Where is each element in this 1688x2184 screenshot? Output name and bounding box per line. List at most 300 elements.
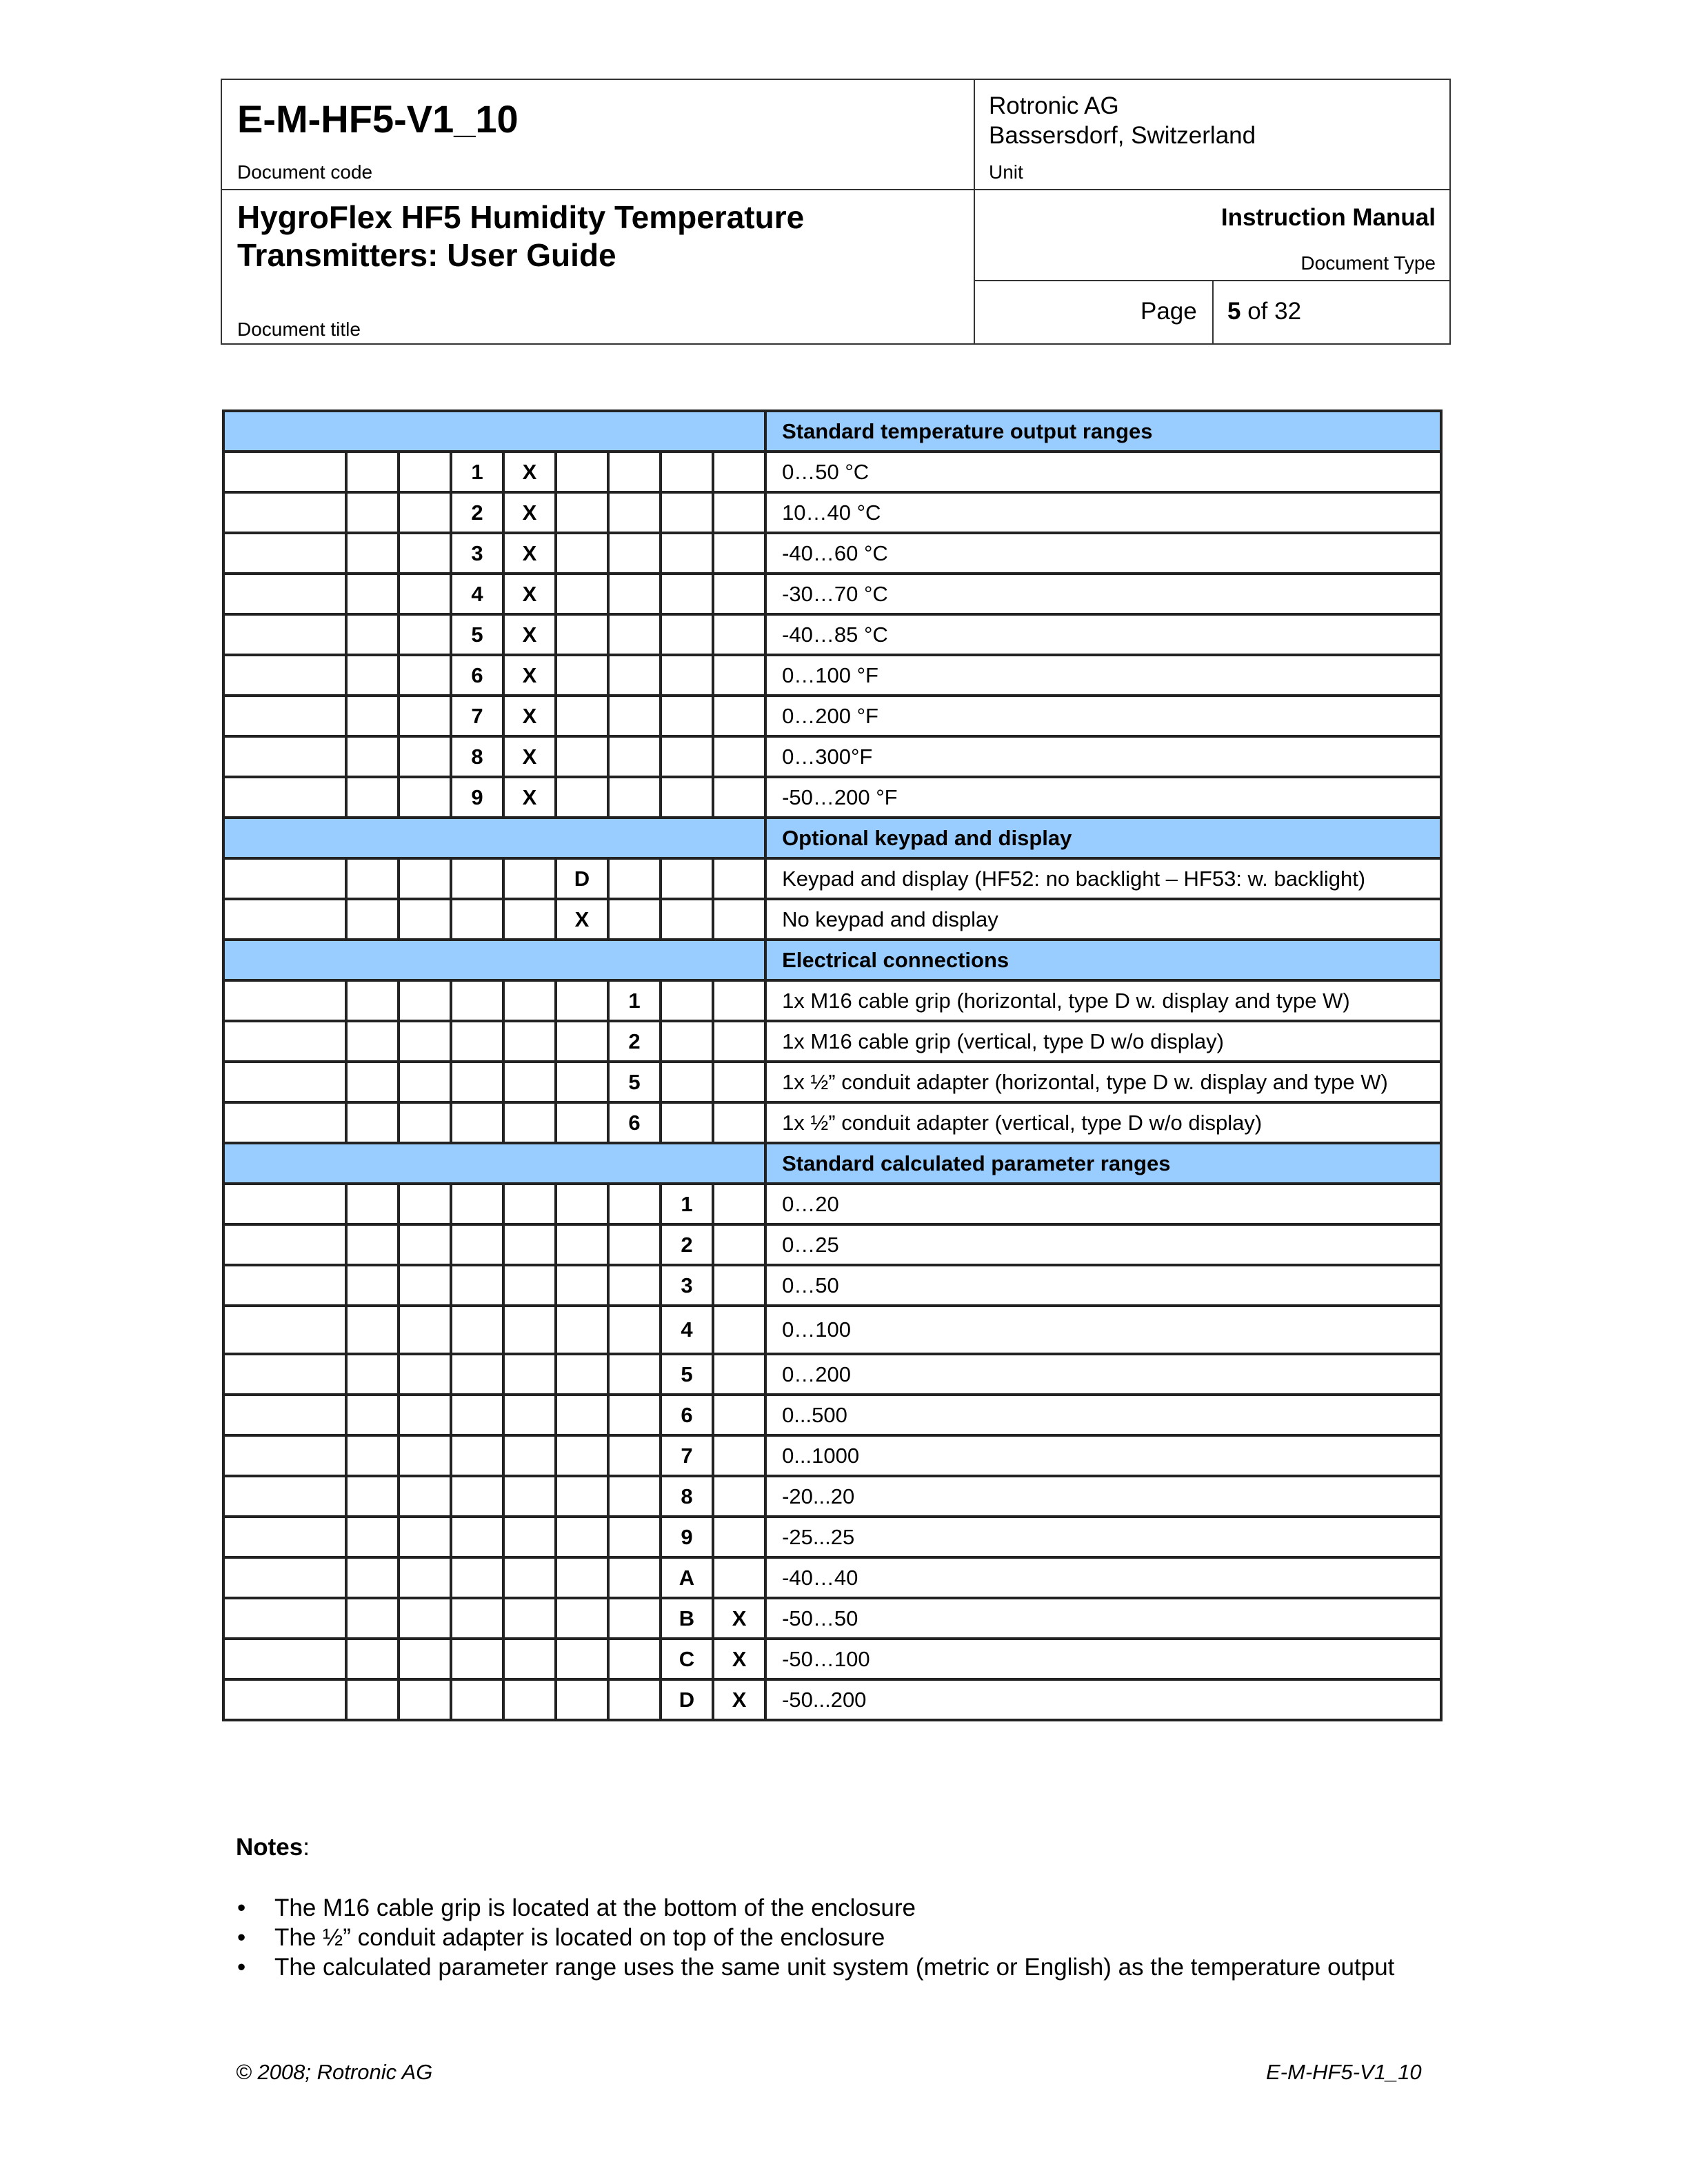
code-cell — [346, 1639, 399, 1679]
notes-heading-text: Notes — [236, 1834, 303, 1861]
code-cell — [608, 1476, 661, 1517]
code-cell — [346, 1557, 399, 1598]
notes-heading — [236, 1834, 310, 1861]
code-cell — [399, 1395, 451, 1435]
table-row — [223, 614, 1441, 655]
code-cell — [608, 533, 661, 574]
code-cell — [399, 1265, 451, 1306]
table-row — [223, 533, 1441, 574]
code-cell — [451, 899, 503, 940]
option-description: -30…70 °C — [765, 574, 1441, 614]
table-row — [223, 1679, 1441, 1720]
section-header-blank — [223, 818, 765, 858]
code-cell — [399, 1184, 451, 1224]
table-row — [223, 980, 1441, 1021]
code-cell — [608, 1306, 661, 1354]
option-description: -50…100 — [765, 1639, 1441, 1679]
code-cell — [556, 1476, 608, 1517]
code-cell — [399, 1354, 451, 1395]
code-cell — [223, 1598, 346, 1639]
page-label: Page — [1141, 298, 1197, 325]
code-cell: D — [661, 1679, 713, 1720]
code-cell — [608, 1557, 661, 1598]
document-title-line: Transmitters: User Guide — [237, 237, 616, 273]
order-code-table — [222, 410, 1443, 1721]
code-cell — [346, 1102, 399, 1143]
code-cell — [661, 899, 713, 940]
code-cell — [346, 1517, 399, 1557]
code-cell — [661, 655, 713, 696]
code-cell — [346, 858, 399, 899]
code-cell: X — [503, 492, 556, 533]
code-cell — [346, 1265, 399, 1306]
code-cell — [713, 858, 765, 899]
table-row — [223, 655, 1441, 696]
code-cell — [503, 1557, 556, 1598]
code-cell — [608, 1679, 661, 1720]
code-cell — [346, 1021, 399, 1062]
code-cell — [399, 1021, 451, 1062]
code-cell — [556, 696, 608, 736]
code-cell — [608, 1224, 661, 1265]
table-row — [223, 1021, 1441, 1062]
code-cell: X — [503, 452, 556, 492]
code-cell — [556, 1679, 608, 1720]
code-cell — [451, 1021, 503, 1062]
code-cell — [556, 1224, 608, 1265]
code-cell: 6 — [661, 1395, 713, 1435]
note-item: • The M16 cable grip is located at the bottom of the enclosure — [236, 1893, 1394, 1923]
code-cell — [556, 1557, 608, 1598]
code-cell: X — [503, 655, 556, 696]
code-cell — [608, 777, 661, 818]
option-description: -20...20 — [765, 1476, 1441, 1517]
code-cell: X — [713, 1679, 765, 1720]
code-cell — [608, 1598, 661, 1639]
code-cell — [661, 696, 713, 736]
code-cell — [451, 1639, 503, 1679]
code-cell — [503, 858, 556, 899]
code-cell — [346, 1354, 399, 1395]
code-cell: A — [661, 1557, 713, 1598]
option-description: -50…200 °F — [765, 777, 1441, 818]
company-name: Rotronic AG — [989, 92, 1119, 119]
code-cell — [713, 492, 765, 533]
code-cell — [451, 1224, 503, 1265]
table-row — [223, 1435, 1441, 1476]
code-cell: D — [556, 858, 608, 899]
code-cell — [346, 452, 399, 492]
code-cell — [556, 574, 608, 614]
option-description: 1x M16 cable grip (horizontal, type D w. display and type W) — [765, 980, 1441, 1021]
code-cell — [503, 980, 556, 1021]
code-cell — [503, 1265, 556, 1306]
code-cell — [713, 574, 765, 614]
code-cell — [713, 1354, 765, 1395]
code-cell — [346, 899, 399, 940]
code-cell — [503, 1395, 556, 1435]
code-cell — [556, 1639, 608, 1679]
code-cell — [346, 533, 399, 574]
code-cell — [556, 1395, 608, 1435]
code-cell: 3 — [451, 533, 503, 574]
code-cell — [451, 1435, 503, 1476]
code-cell — [661, 614, 713, 655]
option-description: 0…50 °C — [765, 452, 1441, 492]
code-cell — [713, 1184, 765, 1224]
code-cell — [451, 980, 503, 1021]
table-row — [223, 1354, 1441, 1395]
code-cell — [399, 1306, 451, 1354]
code-cell: 8 — [661, 1476, 713, 1517]
code-cell — [503, 1517, 556, 1557]
code-cell — [223, 1354, 346, 1395]
code-cell — [399, 533, 451, 574]
code-cell: B — [661, 1598, 713, 1639]
code-cell — [346, 980, 399, 1021]
code-cell — [503, 1306, 556, 1354]
code-cell — [399, 736, 451, 777]
code-cell — [399, 1557, 451, 1598]
code-cell — [399, 1679, 451, 1720]
code-cell — [399, 492, 451, 533]
table-row — [223, 858, 1441, 899]
code-cell — [661, 980, 713, 1021]
option-description: -40…85 °C — [765, 614, 1441, 655]
code-cell — [556, 1021, 608, 1062]
code-cell — [223, 1265, 346, 1306]
code-cell — [556, 980, 608, 1021]
document-title-label: Document title — [237, 318, 361, 340]
document-type: Instruction Manual — [1220, 204, 1436, 231]
table-row — [223, 1306, 1441, 1354]
code-cell — [399, 899, 451, 940]
document-header — [221, 79, 1451, 345]
code-cell — [399, 452, 451, 492]
code-cell — [451, 1395, 503, 1435]
code-cell — [661, 452, 713, 492]
option-description: 0…300°F — [765, 736, 1441, 777]
code-cell — [223, 1224, 346, 1265]
code-cell — [451, 1557, 503, 1598]
code-cell: 4 — [451, 574, 503, 614]
code-cell — [503, 1062, 556, 1102]
code-cell — [503, 899, 556, 940]
code-cell — [503, 1184, 556, 1224]
code-cell — [223, 1517, 346, 1557]
table-row — [223, 1517, 1441, 1557]
code-cell — [713, 1476, 765, 1517]
code-cell — [223, 696, 346, 736]
code-cell — [661, 533, 713, 574]
table-row — [223, 1639, 1441, 1679]
code-cell — [556, 1435, 608, 1476]
code-cell — [346, 1306, 399, 1354]
code-cell: X — [503, 696, 556, 736]
code-cell — [223, 1395, 346, 1435]
code-cell: 5 — [451, 614, 503, 655]
code-cell — [346, 492, 399, 533]
code-cell — [399, 1224, 451, 1265]
code-cell — [608, 736, 661, 777]
code-cell — [608, 1639, 661, 1679]
section-heading: Electrical connections — [765, 940, 1441, 980]
code-cell — [399, 980, 451, 1021]
code-cell — [661, 777, 713, 818]
code-cell — [451, 1102, 503, 1143]
code-cell — [399, 777, 451, 818]
code-cell — [713, 899, 765, 940]
section-header-row — [223, 940, 1441, 980]
code-cell — [608, 655, 661, 696]
notes-heading-suffix: : — [303, 1834, 310, 1861]
table-row — [223, 736, 1441, 777]
code-cell — [346, 1062, 399, 1102]
code-cell — [608, 1184, 661, 1224]
code-cell — [503, 1639, 556, 1679]
code-cell — [556, 1062, 608, 1102]
table-row — [223, 1184, 1441, 1224]
code-cell — [608, 1435, 661, 1476]
code-cell — [399, 1517, 451, 1557]
table-row — [223, 1395, 1441, 1435]
code-cell — [713, 1021, 765, 1062]
code-cell: C — [661, 1639, 713, 1679]
code-cell — [346, 614, 399, 655]
code-cell — [713, 1435, 765, 1476]
option-description: 0…100 — [765, 1306, 1441, 1354]
code-cell: X — [713, 1598, 765, 1639]
code-cell — [713, 1062, 765, 1102]
code-cell: X — [503, 574, 556, 614]
code-cell — [451, 1598, 503, 1639]
option-description: 10…40 °C — [765, 492, 1441, 533]
code-cell — [346, 1476, 399, 1517]
code-cell — [451, 1184, 503, 1224]
code-cell — [223, 614, 346, 655]
code-cell — [223, 1062, 346, 1102]
code-cell — [503, 1224, 556, 1265]
table-row — [223, 1062, 1441, 1102]
code-cell: 7 — [661, 1435, 713, 1476]
code-cell — [608, 696, 661, 736]
table-row — [223, 1224, 1441, 1265]
code-cell — [661, 858, 713, 899]
code-cell — [223, 492, 346, 533]
option-description: -40…40 — [765, 1557, 1441, 1598]
code-cell: 4 — [661, 1306, 713, 1354]
code-cell — [346, 1395, 399, 1435]
section-header-row — [223, 1143, 1441, 1184]
option-description: -50...200 — [765, 1679, 1441, 1720]
code-cell — [223, 655, 346, 696]
code-cell — [608, 858, 661, 899]
code-cell: 8 — [451, 736, 503, 777]
code-cell — [661, 1021, 713, 1062]
option-description: 0...500 — [765, 1395, 1441, 1435]
code-cell: 3 — [661, 1265, 713, 1306]
code-cell — [503, 1435, 556, 1476]
code-cell — [399, 1639, 451, 1679]
code-cell — [556, 452, 608, 492]
code-cell — [223, 1184, 346, 1224]
code-cell — [399, 1102, 451, 1143]
code-cell — [399, 1435, 451, 1476]
code-cell — [713, 980, 765, 1021]
code-cell — [661, 492, 713, 533]
code-cell — [346, 736, 399, 777]
code-cell: X — [503, 533, 556, 574]
section-header-row — [223, 818, 1441, 858]
option-description: 0…100 °F — [765, 655, 1441, 696]
option-description: Keypad and display (HF52: no backlight – HF53: w. backlight) — [765, 858, 1441, 899]
company-block — [989, 91, 1256, 150]
code-cell — [556, 1306, 608, 1354]
page-current: 5 — [1227, 298, 1241, 325]
code-cell — [223, 1639, 346, 1679]
code-cell — [223, 574, 346, 614]
code-cell — [608, 574, 661, 614]
code-cell — [223, 1021, 346, 1062]
code-cell — [713, 736, 765, 777]
code-cell: 9 — [661, 1517, 713, 1557]
code-cell — [713, 1306, 765, 1354]
code-cell — [223, 858, 346, 899]
code-cell — [399, 1476, 451, 1517]
code-cell — [399, 655, 451, 696]
code-cell — [713, 696, 765, 736]
code-cell: 2 — [608, 1021, 661, 1062]
code-cell — [346, 1224, 399, 1265]
table-row — [223, 1102, 1441, 1143]
table-row — [223, 777, 1441, 818]
table-row — [223, 1598, 1441, 1639]
code-cell: 6 — [451, 655, 503, 696]
code-cell — [346, 696, 399, 736]
option-description: 1x M16 cable grip (vertical, type D w/o display) — [765, 1021, 1441, 1062]
code-cell: 1 — [451, 452, 503, 492]
page-number — [1227, 298, 1301, 325]
code-cell: X — [503, 614, 556, 655]
option-description: -25...25 — [765, 1517, 1441, 1557]
note-item: • The calculated parameter range uses the same unit system (metric or English) as the temperature output — [236, 1952, 1394, 1982]
option-description: -40…60 °C — [765, 533, 1441, 574]
code-cell — [223, 736, 346, 777]
code-cell — [608, 1265, 661, 1306]
header-divider — [974, 80, 975, 343]
code-cell — [608, 452, 661, 492]
code-cell — [503, 1021, 556, 1062]
header-divider — [222, 189, 1449, 190]
code-cell — [223, 777, 346, 818]
code-cell — [346, 574, 399, 614]
code-cell — [451, 1306, 503, 1354]
document-code-label: Document code — [237, 161, 373, 183]
code-cell — [346, 1435, 399, 1476]
code-cell: X — [503, 736, 556, 777]
code-cell — [713, 777, 765, 818]
code-cell — [608, 614, 661, 655]
code-cell — [399, 696, 451, 736]
table-row — [223, 452, 1441, 492]
code-cell — [556, 614, 608, 655]
code-cell: 2 — [661, 1224, 713, 1265]
table-row — [223, 1476, 1441, 1517]
code-cell — [223, 1306, 346, 1354]
table-row — [223, 899, 1441, 940]
option-description: 0…200 — [765, 1354, 1441, 1395]
code-cell — [223, 1557, 346, 1598]
section-header-blank — [223, 1143, 765, 1184]
code-cell — [399, 1598, 451, 1639]
code-cell — [399, 1062, 451, 1102]
code-cell — [713, 533, 765, 574]
code-cell: X — [503, 777, 556, 818]
code-cell — [556, 1354, 608, 1395]
code-cell — [346, 777, 399, 818]
document-title — [237, 199, 927, 274]
page-total: of 32 — [1247, 298, 1302, 325]
document-title-line: HygroFlex HF5 Humidity Temperature — [237, 199, 805, 235]
code-cell: 1 — [608, 980, 661, 1021]
code-cell — [346, 1184, 399, 1224]
code-cell — [346, 655, 399, 696]
code-cell — [713, 1395, 765, 1435]
code-cell — [661, 574, 713, 614]
code-cell — [556, 655, 608, 696]
code-cell: 7 — [451, 696, 503, 736]
code-cell: 1 — [661, 1184, 713, 1224]
code-cell — [713, 1517, 765, 1557]
code-cell — [223, 452, 346, 492]
code-cell — [223, 533, 346, 574]
code-cell — [399, 614, 451, 655]
code-cell — [503, 1354, 556, 1395]
code-cell — [223, 1476, 346, 1517]
code-cell — [399, 858, 451, 899]
code-cell — [608, 1517, 661, 1557]
code-cell — [451, 1265, 503, 1306]
code-cell — [346, 1679, 399, 1720]
unit-label: Unit — [989, 161, 1023, 183]
code-cell: 5 — [661, 1354, 713, 1395]
header-divider — [1212, 281, 1214, 343]
section-header-blank — [223, 940, 765, 980]
code-cell — [713, 1224, 765, 1265]
footer-doc-code: E-M-HF5-V1_10 — [1266, 2060, 1422, 2084]
table-row — [223, 1265, 1441, 1306]
option-description: -50…50 — [765, 1598, 1441, 1639]
code-cell — [608, 899, 661, 940]
code-cell — [713, 452, 765, 492]
code-cell — [503, 1598, 556, 1639]
company-location: Bassersdorf, Switzerland — [989, 122, 1256, 149]
code-cell — [451, 1517, 503, 1557]
code-cell — [451, 858, 503, 899]
table-row — [223, 696, 1441, 736]
section-heading: Standard calculated parameter ranges — [765, 1143, 1441, 1184]
code-cell — [223, 1102, 346, 1143]
code-cell — [451, 1354, 503, 1395]
option-description: 0…200 °F — [765, 696, 1441, 736]
code-cell — [451, 1679, 503, 1720]
code-cell — [399, 574, 451, 614]
section-heading: Standard temperature output ranges — [765, 411, 1441, 452]
code-cell — [713, 1557, 765, 1598]
option-description: 0…20 — [765, 1184, 1441, 1224]
code-cell — [556, 1598, 608, 1639]
code-cell — [713, 655, 765, 696]
